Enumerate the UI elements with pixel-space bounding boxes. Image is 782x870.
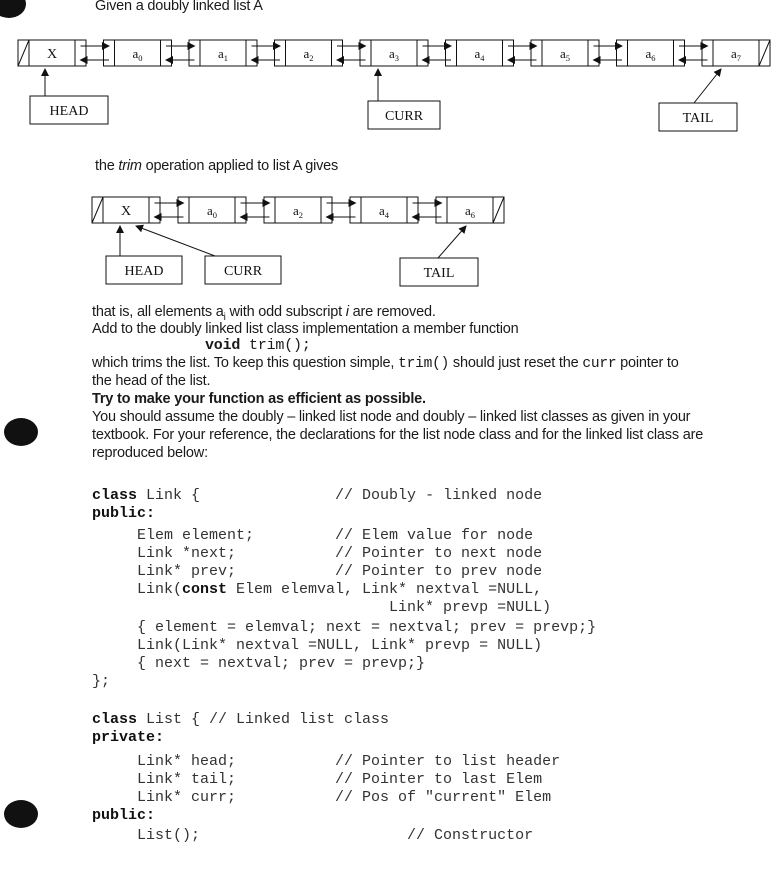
code-line-9: Link(Link* nextval =NULL, Link* prevp = NULL) (92, 637, 543, 654)
code-line-6: Link(const Elem elemval, Link* nextval =NULL, (92, 581, 543, 598)
head-node-value: X (46, 47, 58, 62)
node-value: $a_6$ (465, 203, 475, 220)
node-value: $a_0$ (132, 46, 143, 63)
code-line-7: Link* prevp =NULL) (92, 599, 552, 616)
null-prev-slash (18, 40, 29, 66)
node-value: $a_4$ (379, 203, 389, 220)
node-value: $a_3$ (389, 46, 399, 63)
code-line-4: Link *next; // Pointer to next node (92, 545, 543, 562)
efficiency-note: Try to make your function as efficient as possible. (92, 391, 426, 407)
head-pointer-label: HEAD (124, 264, 164, 279)
curr-pointer-arrow (136, 226, 215, 256)
code-line-8: { element = elemval; next = nextval; prev = prevp;} (92, 619, 597, 636)
code-line-17: public: (92, 807, 156, 824)
null-next-slash (493, 197, 504, 223)
trim-intro: the trim operation applied to list A gives (95, 158, 339, 174)
node-value: $a_1$ (218, 46, 228, 63)
node-value: $a_2$ (303, 46, 314, 63)
code-line-5: Link* prev; // Pointer to prev node (92, 563, 543, 580)
tail-pointer-arrow (438, 226, 466, 258)
assume-line-1: You should assume the doubly – linked list node and doubly – linked list classes as given in your (92, 409, 691, 425)
odd-subscript-line: that is, all elements $a_i$ with odd subscript i are removed. (92, 304, 436, 323)
curr-pointer-label: CURR (223, 264, 263, 279)
code-line-15: Link* tail; // Pointer to last Elem (92, 771, 543, 788)
code-line-14: Link* head; // Pointer to list header (92, 753, 561, 770)
null-next-slash (759, 40, 770, 66)
code-line-1: class Link { // Doubly - linked node (92, 487, 543, 504)
tail-pointer-arrow (694, 69, 721, 103)
code-line-16: Link* curr; // Pos of "current" Elem (92, 789, 552, 806)
node-value: $a_2$ (293, 203, 303, 220)
curr-pointer-label: CURR (384, 109, 424, 124)
binder-hole (4, 800, 38, 828)
trim-signature: void trim(); (205, 337, 311, 354)
node-value: $a_6$ (645, 46, 656, 63)
tail-pointer-label: TAIL (682, 111, 714, 126)
code-line-11: }; (92, 673, 111, 690)
head-pointer-label: HEAD (49, 104, 89, 119)
head-node-value: X (120, 204, 132, 219)
tail-pointer-label: TAIL (423, 266, 455, 281)
assume-line-2: textbook. For your reference, the declarations for the list node class and for the linked list class are (92, 427, 704, 443)
binder-hole (4, 418, 38, 446)
code-line-3: Elem element; // Elem value for node (92, 527, 534, 544)
add-function-line: Add to the doubly linked list class implementation a member function (92, 321, 519, 337)
intro-text: Given a doubly linked list A (95, 0, 263, 14)
code-line-18: List(); // Constructor (92, 827, 534, 844)
node-value: $a_7$ (731, 46, 741, 63)
code-line-10: { next = nextval; prev = prevp;} (92, 655, 426, 672)
trims-list-line: which trims the list. To keep this question simple, trim() should just reset the curr pointer to (92, 355, 679, 372)
node-value: $a_0$ (207, 203, 217, 220)
code-line-2: public: (92, 505, 156, 522)
node-value: $a_4$ (474, 46, 485, 63)
code-line-12: class List { // Linked list class (92, 711, 390, 728)
assume-line-3: reproduced below: (92, 445, 208, 461)
null-prev-slash (92, 197, 103, 223)
node-value: $a_5$ (560, 46, 570, 63)
code-line-13: private: (92, 729, 165, 746)
head-of-list-line: the head of the list. (92, 373, 211, 389)
